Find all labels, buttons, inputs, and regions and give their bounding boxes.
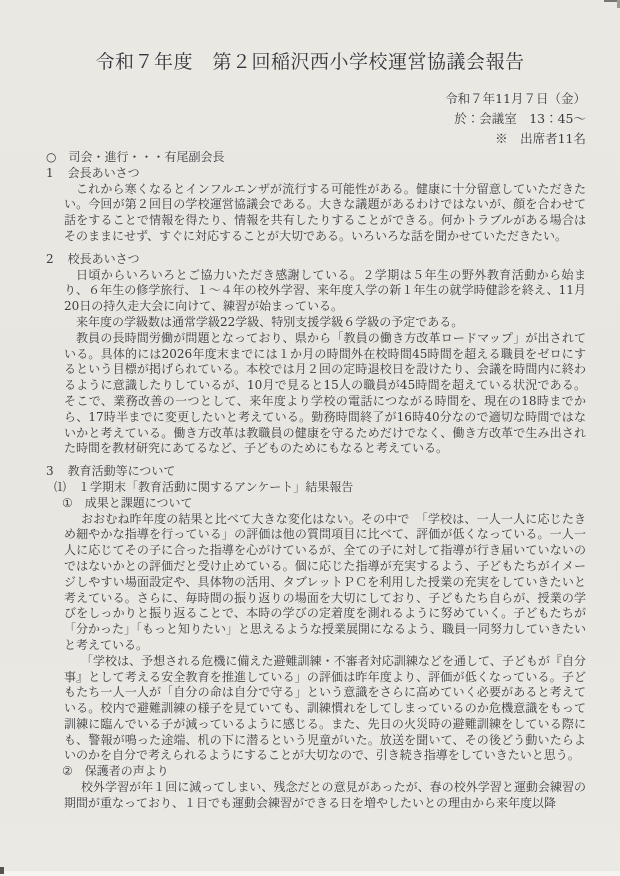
section-paragraph: 教員の長時間労働が問題となっており、県から「教員の働き方改革ロードマップ」が出されている。具体的には2026年度末までには１か月の時間外在校時間45時間を超える職員をゼロにするという目標が掲げられている。本校では月２回の定時退校日を設けたり、会議を時間内に終わるように意識したりしているが、10月で見ると15人の職員が45時間を超えている状況である。そこで、業務改善の一つとして、来年度より学校の電話につながる時間を、現在の18時までから、17時半までに変更したいと考えている。勤務時間終了が16時40分なので適切な時間ではないかと考えている。働き方改革は教職員の健康を守るためだけでなく、働き方改革で生み出された時間を教材研究にあてるなど、子どものためにもなると考えている。	[64, 330, 586, 456]
meeting-venue: 於：会議室 13：45～	[454, 111, 586, 126]
circle-marker-icon: ○	[46, 150, 57, 164]
item-title: 成果と課題について	[84, 495, 193, 510]
item-1-body	[0, 512, 620, 765]
section-1-body	[0, 182, 620, 245]
section-1-heading	[46, 166, 620, 182]
section-title: 校長あいさつ	[67, 251, 140, 266]
item-paragraph: 「学校は、予想される危機に備えた避難訓練・不審者対応訓練などを通して、子どもが『自分事』として考える安全教育を推進している」の評価は昨年度より、評価が低くなっている。子どもたち一人一人が「自分の命は自分で守る」という意識をさらに高めていく必要があると考えている。校内で避難訓練の様子を見ていても、訓練慣れをしてしまっているのか危機意識をもって訓練に臨んでいる子が減っているように感じる。また、先日の火災時の避難訓練をしている際にも、警報が鳴った途端、机の下に潜るという児童がいた。放送を聞いて、その後どう動いたらよいのかを自分で考えられるようにすることが大切なので、引き続き指導をしていきたいと思う。	[64, 653, 586, 763]
section-title: 教育活動等について	[67, 464, 176, 479]
item-label: ①	[62, 495, 73, 510]
item-1-heading	[62, 496, 620, 512]
section-2-heading	[46, 252, 620, 268]
moderator-label: 司会・進行・・・有尾副会長	[68, 150, 225, 164]
report-body	[0, 150, 620, 812]
page-title: 令和７年度 第２回稲沢西小学校運営協議会報告	[95, 51, 525, 73]
section-number: 1	[46, 165, 54, 180]
item-2-heading	[62, 764, 620, 780]
subsection-title: １学期末「教育活動に関するアンケート」結果報告	[78, 479, 354, 494]
section-2-body	[0, 268, 620, 458]
section-number: 2	[46, 251, 54, 266]
item-title: 保護者の声より	[84, 764, 169, 779]
section-paragraph: 来年度の学級数は通常学級22学級、特別支援学級６学級の予定である。	[76, 314, 464, 329]
attendance-count: ※ 出席者11名	[495, 131, 586, 146]
moderator-line	[46, 150, 620, 166]
section-number: 3	[46, 464, 54, 479]
scan-edge-artifact	[0, 867, 4, 874]
section-title: 会長あいさつ	[67, 165, 140, 180]
item-paragraph: おおむね昨年度の結果と比べて大きな変化はない。その中で 「学校は、一人一人に応じたきめ細やかな指導を行っている」の評価は他の質問項目に比べて、評価が低くなっている。一人一人に応じてその子に合った指導を心がけているが、全ての子に対して指導が行き届いていないのではないかとの評価だと受け止めている。個に応じた指導が充実するよう、子どもたちがイメージしやすい場面設定や、具体物の活用、タブレットＰＣを利用した授業の充実をしていきたいと考えている。さらに、毎時間の振り返りの場面を大切にしており、子どもたち自らが、授業の学びをしっかりと振り返ることで、本時の学びの定着度を測れるように努めていく。子どもたちが「分かった」「もっと知りたい」と思えるような授業展開になるよう、職員一同努力していきたいと考えている。	[64, 511, 587, 652]
scan-edge-artifact	[0, 871, 620, 876]
subsection-label: ⑴	[54, 479, 67, 494]
meeting-date: 令和７年11月７日（金）	[445, 91, 586, 106]
item-label: ②	[62, 764, 73, 779]
section-paragraph: これから寒くなるとインフルエンザが流行する可能性がある。健康に十分留意していただきたい。今回が第２回目の学校運営協議会である。大きな議題があるわけではないが、顔を合わせて話をすることで情報を得たり、情報を共有したりすることができる。何かトラブルがある場合はそのままにせず、すぐに対応することが大切である。いろいろな話を聞かせていただきたい。	[64, 181, 586, 243]
item-paragraph: 校外学習が年１回に減ってしまい、残念だとの意見があったが、春の校外学習と運動会練習の期間が重なっており、１日でも運動会練習ができる日を増やしたいとの理由から来年度以降	[64, 780, 586, 810]
item-2-body	[0, 780, 620, 812]
meta-block	[0, 89, 620, 149]
subsection-1-heading	[54, 480, 620, 496]
section-3-heading	[46, 464, 620, 480]
section-paragraph: 日頃からいろいろとご協力いただき感謝している。２学期は５年生の野外教育活動から始まり、６年生の修学旅行、１～４年の校外学習、来年度入学の新１年生の就学時健診を終え、11月20日の持久走大会に向けて、練習が始まっている。	[64, 267, 586, 314]
